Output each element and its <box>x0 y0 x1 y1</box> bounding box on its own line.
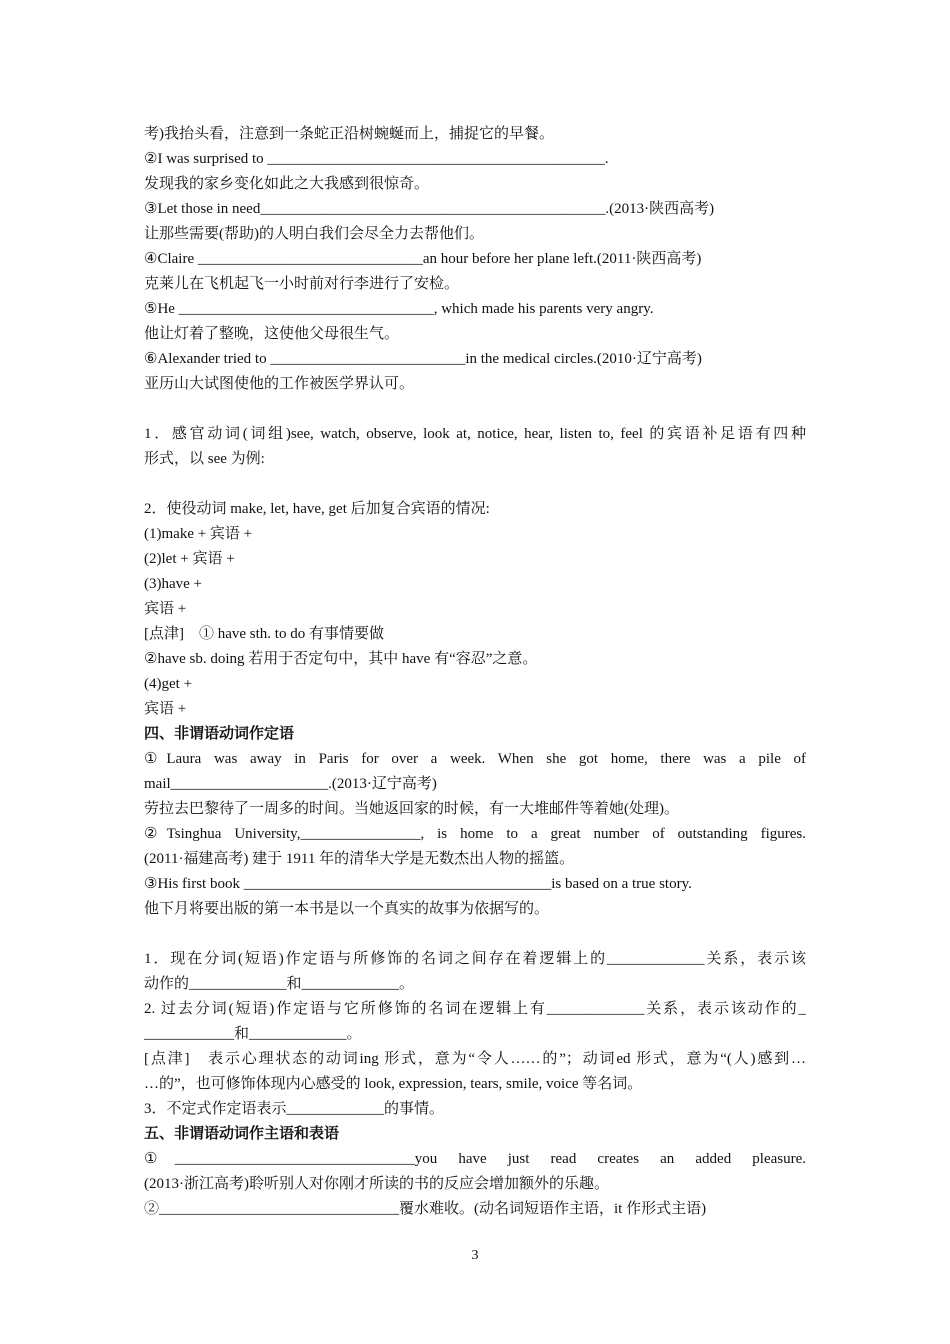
text-line: mail_____________________.(2013·辽宁高考) <box>144 776 437 792</box>
text-line: 宾语 + <box>144 701 187 717</box>
text-line: 考)我抬头看，注意到一条蛇正沿树蜿蜒而上，捕捉它的早餐。 <box>144 126 554 142</box>
text-line: 让那些需要(帮助)的人明白我们会尽全力去帮他们。 <box>144 226 484 242</box>
text-line: 克莱儿在飞机起飞一小时前对行李进行了安检。 <box>144 276 460 292</box>
text-line: 动作的_____________和_____________。 <box>144 976 415 992</box>
text-line: (4)get + <box>144 676 193 692</box>
text-line: [点津] ① have sth. to do 有事情要做 <box>144 626 384 642</box>
section-heading: 四、非谓语动词作定语 <box>144 726 295 742</box>
text-line: …的”，也可修饰体现内心感受的 look, expression, tears, smile, voice 等名词。 <box>144 1076 643 1092</box>
text-line: ②I was surprised to _____________________________________________. <box>144 151 609 167</box>
blank-line <box>144 472 806 497</box>
text-line: ④Claire ______________________________an hour before her plane left.(2011·陕西高考) <box>144 251 702 267</box>
text-line: (1)make + 宾语 + <box>144 526 253 542</box>
text-line: ②have sb. doing 若用于否定句中，其中 have 有“容忍”之意。 <box>144 651 538 667</box>
text-line: 2．使役动词 make, let, have, get 后加复合宾语的情况: <box>144 501 490 517</box>
text-line: 他下月将要出版的第一本书是以一个真实的故事为依据写的。 <box>144 901 550 917</box>
text-line: (2013·浙江高考)聆听别人对你刚才所读的书的反应会增加额外的乐趣。 <box>144 1176 609 1192</box>
text-line: ①Laura was away in Paris for over a week. When she got home, there was a pile of <box>144 751 806 767</box>
text-line: 发现我的家乡变化如此之大我感到很惊奇。 <box>144 176 430 192</box>
document-body <box>144 122 806 1222</box>
text-line: ____________和_____________。 <box>144 1026 362 1042</box>
text-line: ②________________________________覆水难收。(动名词短语作主语，it 作形式主语) <box>144 1201 707 1217</box>
text-line: ②Tsinghua University,________________, is home to a great number of outstanding figures. <box>144 826 806 842</box>
text-line: (2011·福建高考) 建于 1911 年的清华大学是无数杰出人物的摇篮。 <box>144 851 575 867</box>
section-heading: 五、非谓语动词作主语和表语 <box>144 1126 340 1142</box>
text-line: 1．感官动词(词组)see, watch, observe, look at, notice, hear, listen to, feel 的宾语补足语有四种 <box>144 426 806 442</box>
text-line: ③Let those in need______________________________________________.(2013·陕西高考) <box>144 201 715 217</box>
page-number: 3 <box>471 1248 479 1263</box>
text-line: 亚历山大试图使他的工作被医学界认可。 <box>144 376 415 392</box>
text-line: 2. 过去分词(短语)作定语与它所修饰的名词在逻辑上有_____________关系，表示该动作的_ <box>144 1001 806 1017</box>
text-line: 宾语 + <box>144 601 187 617</box>
text-line: 形式，以 see 为例: <box>144 451 265 467</box>
text-line: ⑤He __________________________________, which made his parents very angry. <box>144 301 654 317</box>
text-line: 劳拉去巴黎待了一周多的时间。当她返回家的时候，有一大堆邮件等着她(处理)。 <box>144 801 679 817</box>
text-line: 1．现在分词(短语)作定语与所修饰的名词之间存在着逻辑上的_____________关系，表示该 <box>144 951 806 967</box>
blank-line <box>144 922 806 947</box>
text-line: (3)have + <box>144 576 203 592</box>
blank-line <box>144 397 806 422</box>
text-line: (2)let + 宾语 + <box>144 551 235 567</box>
text-line: [点津] 表示心理状态的动词ing 形式，意为“令人……的”；动词ed 形式，意为“(人)感到… <box>144 1051 806 1067</box>
text-line: ③His first book _________________________________________is based on a true story. <box>144 876 692 892</box>
text-line: 3．不定式作定语表示_____________的事情。 <box>144 1101 445 1117</box>
text-line: ⑥Alexander tried to __________________________in the medical circles.(2010·辽宁高考) <box>144 351 702 367</box>
text-line: 他让灯着了整晚，这使他父母很生气。 <box>144 326 400 342</box>
text-line: ①________________________________you have just read creates an added pleasure. <box>144 1151 806 1167</box>
